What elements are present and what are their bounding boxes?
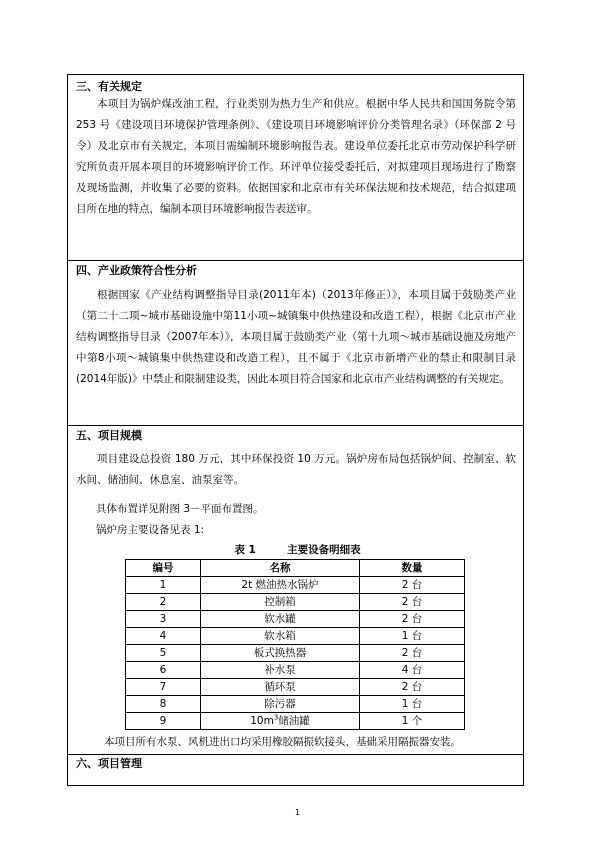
cell-name: 软水罐 [201,611,360,628]
table-row [126,696,465,713]
table-header-row [126,560,465,577]
header-number: 编号 [126,560,201,577]
cell-number: 6 [126,662,201,679]
cell-quantity: 2 台 [360,679,465,696]
section-3-title: 三、有关规定 [76,80,142,93]
table-row [126,679,465,696]
section-5-body: 项目建设总投资 180 万元，其中环保投资 10 万元。锅炉房布局包括锅炉间、控制室、软水间、储油间、休息室、油泵室等。 [76,453,516,486]
cell-name: 补水泵 [201,662,360,679]
cell-name: 除污器 [201,696,360,713]
cell-quantity: 1 台 [360,628,465,645]
section-divider [67,425,524,426]
cell-name [201,713,360,730]
section-5-title: 五、项目规模 [76,429,142,442]
section-4-body: 根据国家《产业结构调整指导目录(2011年本)（2013年修正）》，本项目属于鼓励类产业（第二十二项~城市基础设施中第11小项~城镇集中供热建设和改造工程），根据《北京市产业结构调整指导目录（2007年本）》，本项目属于鼓励类产业（第十九项～城市基础设施及房地产中第8小项～城镇集中供热建设和改造工程），且不属于《北京市新增产业的禁止和限制目录(2014年版)》中禁止和限制建设类，因此本项目符合国家和北京市产业结构调整的有关规定。 [76,289,516,385]
cell-number: 9 [126,713,201,730]
cell-number: 1 [126,577,201,594]
cell-name: 控制箱 [201,594,360,611]
section-3-body: 本项目为锅炉煤改油工程，行业类别为热力生产和供应。根据中华人民共和国国务院令第 253 号《建设项目环境保护管理条例》、《建设项目环境影响评价分类管理名录》（环保部 2 号令）及北京市有关规定，本项目需编制环境影响报告表。建设单位委托北京市劳动保护科学研究所负责开展本项目的环境影响评价工作。环评单位接受委托后，对拟建项目现场进行了勘察及现场监测，并收集了必要的资料。依据国家和北京市有关环保法规和技术规范，结合拟建项目所在地的特点，编制本项目环境影响报告表送审。 [76,98,516,215]
cell-name-prefix: 10m [250,714,274,727]
header-quantity: 数量 [360,560,465,577]
table-row [126,628,465,645]
section-6-title: 六、项目管理 [76,757,142,770]
cell-quantity: 2 台 [360,594,465,611]
table-caption-number: 表 1 [234,544,256,556]
cell-name: 板式换热器 [201,645,360,662]
table-caption [0,543,595,557]
table-note: 本项目所有水泵、风机进出口均采用橡胶隔振软接头，基础采用隔振器安装。 [104,736,461,748]
table-row [126,662,465,679]
table-row [126,577,465,594]
cell-quantity: 2 台 [360,611,465,628]
table-caption-title: 主要设备明细表 [287,544,361,556]
page-number: 1 [294,808,301,817]
table-row [126,645,465,662]
cell-name: 软水箱 [201,628,360,645]
cell-number: 4 [126,628,201,645]
table-row [126,611,465,628]
cell-name: 2t 燃油热水锅炉 [201,577,360,594]
cell-number: 7 [126,679,201,696]
cell-quantity: 1 个 [360,713,465,730]
cell-number: 3 [126,611,201,628]
cell-quantity: 1 台 [360,696,465,713]
cell-number: 5 [126,645,201,662]
cell-quantity: 2 台 [360,577,465,594]
section-4-title: 四、产业政策符合性分析 [76,264,197,277]
layout-note: 具体布置详见附图 3－平面布置图。 [96,503,264,515]
table-row [126,713,465,730]
cell-name: 循环泵 [201,679,360,696]
header-name: 名称 [201,560,360,577]
cell-quantity: 2 台 [360,645,465,662]
cell-quantity: 4 台 [360,662,465,679]
cell-number: 2 [126,594,201,611]
cell-number: 8 [126,696,201,713]
equipment-table [125,559,465,730]
equipment-intro: 锅炉房主要设备见表 1: [96,524,205,536]
section-divider [67,260,524,261]
cell-name-superscript: 3 [273,713,279,721]
cell-name-suffix: 储油罐 [278,714,310,727]
section-divider [67,754,524,755]
table-row [126,594,465,611]
